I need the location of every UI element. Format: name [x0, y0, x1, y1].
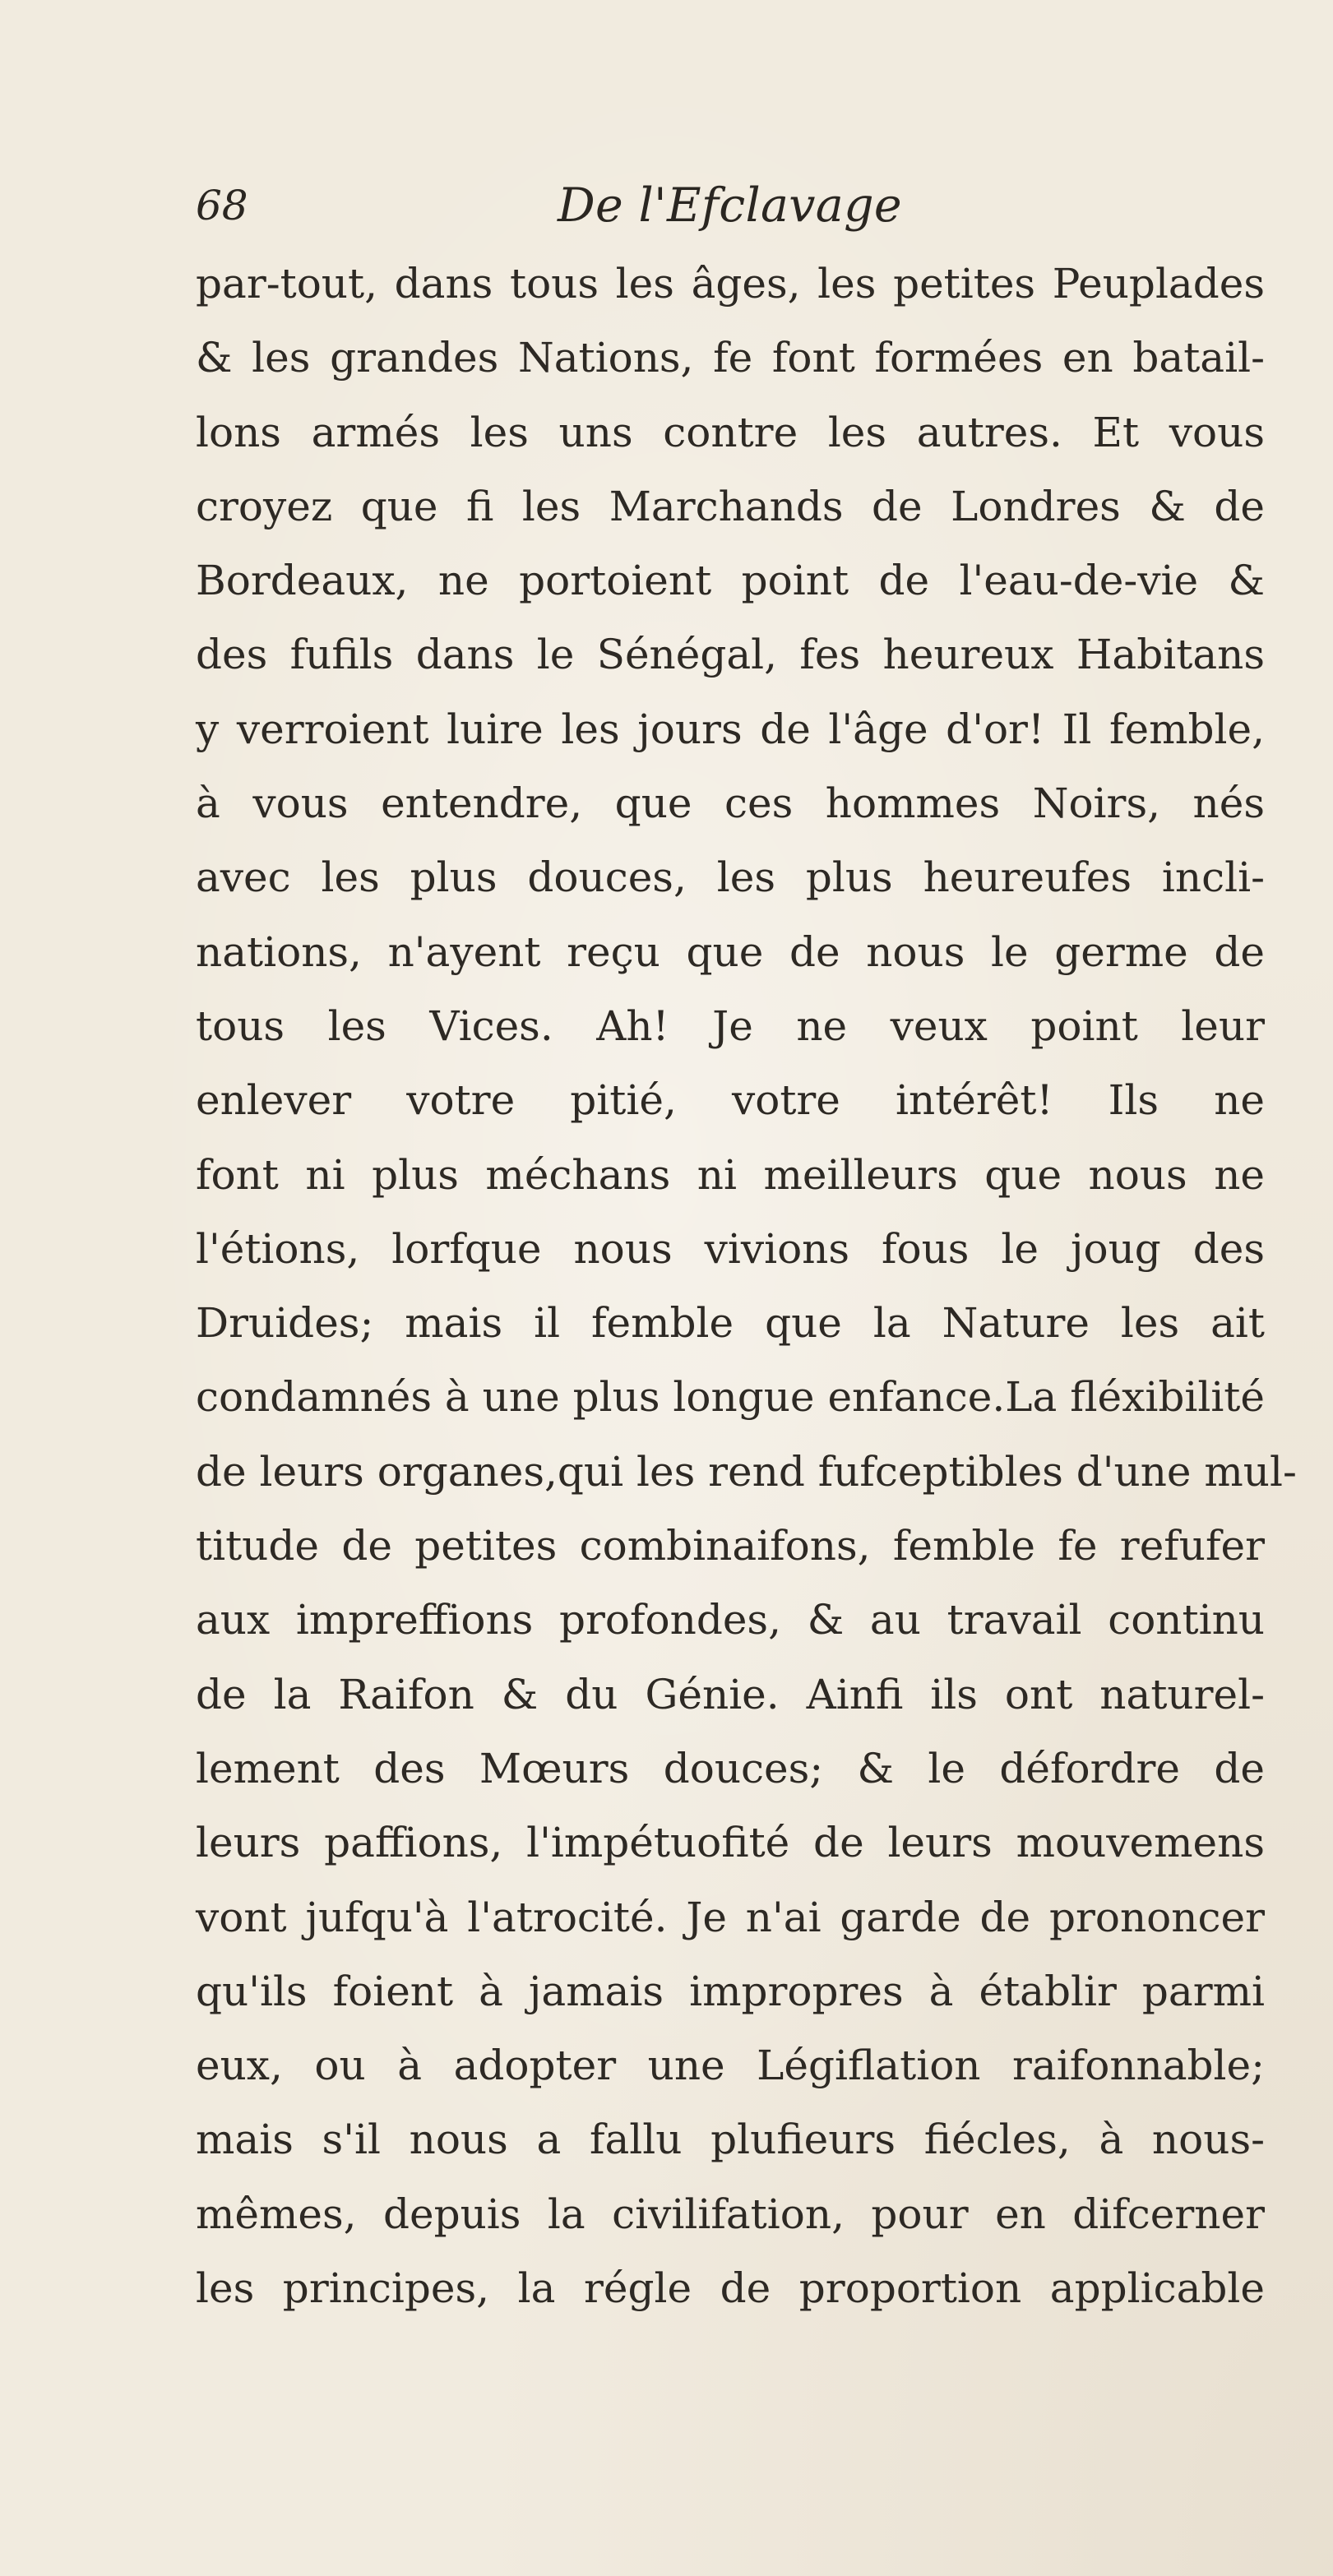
text-line-22: leurs paffions, l'impétuofité de leurs mouvemens [196, 1819, 1265, 1867]
text-line-17: de leurs organes,qui les rend fufceptibles d'une mul- [196, 1447, 1297, 1496]
text-line-2: & les grandes Nations, fe font formées en batail- [196, 334, 1265, 382]
text-line-3: lons armés les uns contre les autres. Et vous [196, 408, 1265, 456]
text-line-10: nations, n'ayent reçu que de nous le germe de [196, 927, 1265, 976]
text-line-13: font ni plus méchans ni meilleurs que nous ne [196, 1150, 1265, 1199]
text-line-8: à vous entendre, que ces hommes Noirs, nés [196, 779, 1265, 828]
text-line-9: avec les plus douces, les plus heureufes incli- [196, 853, 1265, 902]
text-line-12: enlever votre pitié, votre intérêt! Ils ne [196, 1076, 1265, 1125]
text-line-5: Bordeaux, ne portoient point de l'eau-de-vie & [196, 557, 1265, 605]
running-title: De l'Efclavage [558, 178, 902, 233]
page-number: 68 [196, 182, 248, 229]
text-line-16: condamnés à une plus longue enfance.La fléxibilité [196, 1373, 1265, 1422]
text-line-1: par-tout, dans tous les âges, les petites Peuplades [196, 260, 1265, 308]
text-line-23: vont jufqu'à l'atrocité. Je n'ai garde de prononcer [196, 1893, 1265, 1941]
text-line-27: mêmes, depuis la civilifation, pour en difcerner [196, 2190, 1265, 2238]
text-line-25: eux, ou à adopter une Légiflation raifonnable; [196, 2042, 1265, 2090]
text-line-26: mais s'il nous a fallu plufieurs fiécles, à nous- [196, 2116, 1265, 2164]
text-line-28: les principes, la régle de proportion applicable [196, 2264, 1265, 2313]
text-line-6: des fufils dans le Sénégal, fes heureux Habitans [196, 631, 1265, 679]
text-line-4: croyez que fi les Marchands de Londres & de [196, 482, 1265, 530]
text-line-18: titude de petites combinaifons, femble fe refufer [196, 1522, 1265, 1570]
text-line-20: de la Raifon & du Génie. Ainfi ils ont naturel- [196, 1670, 1265, 1718]
text-line-11: tous les Vices. Ah! Je ne veux point leur [196, 1001, 1265, 1050]
text-line-24: qu'ils foient à jamais impropres à établir parmi [196, 1967, 1265, 2015]
body-text [196, 247, 1297, 2325]
text-line-21: lement des Mœurs douces; & le défordre de [196, 1744, 1265, 1792]
text-line-15: Druides; mais il femble que la Nature les ait [196, 1299, 1265, 1348]
page-header [196, 169, 1183, 243]
text-line-19: aux impreffions profondes, & au travail continu [196, 1596, 1265, 1644]
text-line-7: y verroient luire les jours de l'âge d'or! Il femble, [196, 705, 1265, 753]
text-line-14: l'étions, lorfque nous vivions fous le joug des [196, 1224, 1265, 1273]
